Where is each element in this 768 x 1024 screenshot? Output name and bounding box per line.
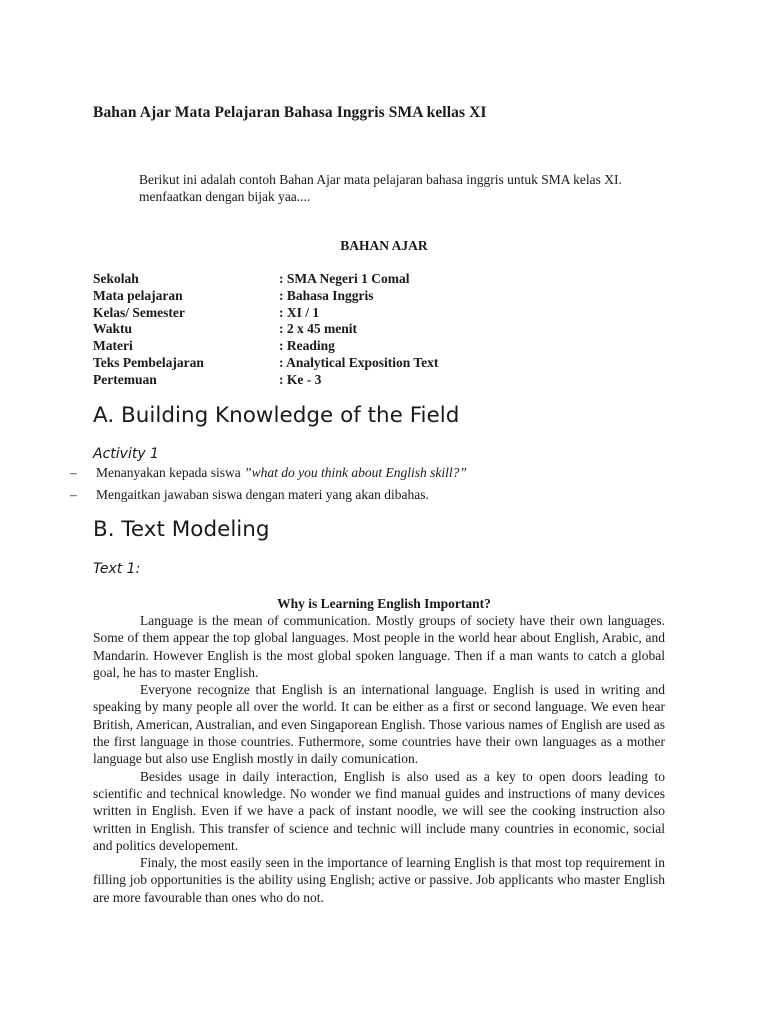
info-value: : Reading: [279, 338, 335, 354]
info-value: : Ke - 3: [279, 371, 322, 387]
paragraph: Finaly, the most easily seen in the importance of learning English is that most top requirement in filling job opportunities is the ability using English; active or passive. Job applicants who master English are more favourable than ones who do not.: [93, 855, 665, 905]
section-a-heading: A. Building Knowledge of the Field: [93, 403, 460, 428]
info-label: Pertemuan: [93, 371, 157, 387]
info-value: : Bahasa Inggris: [279, 287, 374, 303]
info-row: [93, 321, 438, 338]
bullet-marker: –: [70, 487, 77, 502]
intro-line-2: menfaatkan dengan bijak yaa....: [139, 189, 311, 204]
info-label: Mata pelajaran: [93, 287, 183, 303]
paragraph: Besides usage in daily interaction, English is also used as a key to open doors leading to scientific and technical knowledge. No wonder we find manual guides and instructions of many devices written in English. Even if we have a pack of instant noodle, we will see the cooking instruction also written in English. This transfer of science and technic will include many countries in economic, social and politics developement.: [93, 768, 665, 853]
info-label: Kelas/ Semester: [93, 304, 185, 320]
section-b-heading: B. Text Modeling: [93, 517, 270, 542]
info-value: : SMA Negeri 1 Comal: [279, 271, 410, 286]
info-value: : 2 x 45 menit: [279, 321, 357, 337]
bullet-text: Mengaitkan jawaban siswa dengan materi yang akan dibahas.: [96, 487, 429, 502]
intro-paragraph: [93, 171, 683, 205]
info-value: : XI / 1: [279, 304, 320, 320]
paragraph: Language is the mean of communication. Mostly groups of society have their own languages. Some of them appear the top global languages. Most people in the world hear about English, Arabic, and Mandarin. However English is the most global spoken language. Then if a man wants to catch a global goal, he has to master English.: [93, 613, 665, 680]
info-row: [93, 305, 438, 322]
info-table: [93, 271, 438, 389]
paragraph: Everyone recognize that English is an international language. English is used in writing and speaking by many people all over the world. It can be either as a first or second language. We even hear British, American, Australian, and even Singaporean English. Those various names of English are used as the first language in those countries. Futhermore, some countries have their own languages as a mother language but also use English mostly in daily comunication.: [93, 682, 665, 767]
info-row: [93, 372, 438, 389]
document-title: Bahan Ajar Mata Pelajaran Bahasa Inggris SMA kellas XI: [93, 104, 487, 121]
info-label: Teks Pembelajaran: [93, 354, 204, 370]
activity-label: Activity 1: [93, 446, 159, 462]
bahan-ajar-heading: BAHAN AJAR: [340, 238, 428, 253]
info-row: [93, 288, 438, 305]
info-value: : Analytical Exposition Text: [279, 354, 439, 370]
info-label: Waktu: [93, 321, 133, 337]
info-label: Materi: [93, 338, 133, 354]
bullet-marker: –: [70, 465, 77, 480]
info-row: [93, 355, 438, 372]
info-row: [93, 338, 438, 355]
info-label: Sekolah: [93, 271, 139, 286]
info-row: [93, 271, 438, 288]
bullet-item: [70, 487, 429, 503]
bullet-item: [70, 465, 467, 481]
text-title: Why is Learning English Important?: [277, 596, 491, 611]
bullet-quote: ”what do you think about English skill?”: [244, 465, 467, 480]
bullet-text: Menanyakan kepada siswa: [96, 465, 245, 480]
text-body: [93, 612, 665, 906]
intro-line-1: Berikut ini adalah contoh Bahan Ajar mata pelajaran bahasa inggris untuk SMA kelas XI.: [139, 172, 622, 187]
text-label: Text 1:: [93, 561, 141, 577]
